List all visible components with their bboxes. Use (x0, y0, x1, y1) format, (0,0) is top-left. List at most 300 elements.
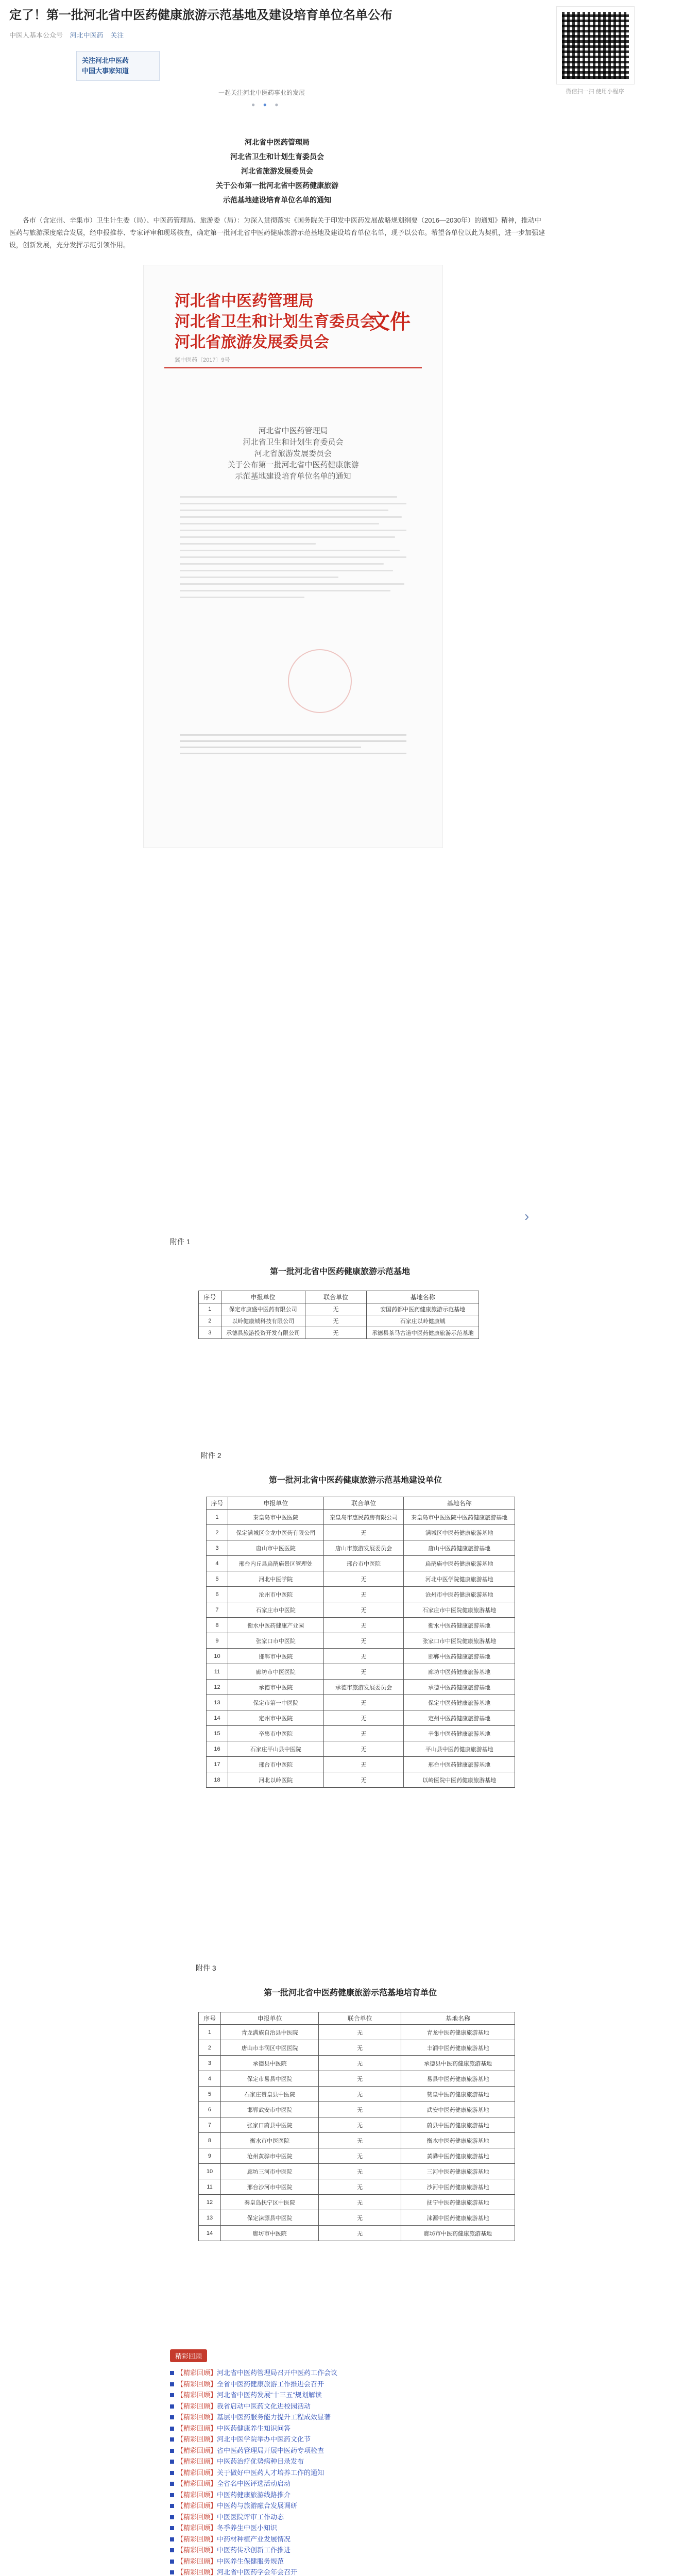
related-link[interactable] (170, 2556, 386, 2567)
table-row (207, 1587, 515, 1602)
cell: 10 (199, 2164, 221, 2179)
bullet-icon (170, 2471, 174, 2475)
related-title: 中医药健康旅游线路推介 (217, 2490, 291, 2499)
document-heading-line: 河北省卫生和计划生育委员会 (243, 437, 344, 447)
attachment-title: 第一批河北省中医药健康旅游示范基地 (269, 1267, 410, 1276)
cell: 保定市易县中医院 (220, 2071, 318, 2087)
cell: 13 (199, 2210, 221, 2226)
cell: 2 (199, 1315, 221, 1327)
cell: 蔚县中医药健康旅游基地 (401, 2117, 515, 2133)
column-header: 基地名称 (367, 1291, 479, 1303)
cell: 青龙中医药健康旅游基地 (401, 2025, 515, 2040)
cell: 12 (199, 2195, 221, 2210)
cell: 黄骅中医药健康旅游基地 (401, 2148, 515, 2164)
issuer-line: 河北省中医药管理局 (245, 138, 310, 146)
related-title: 全省中医药健康旅游工作推进会召开 (217, 2380, 325, 2388)
related-tag: 【精彩回顾】 (177, 2402, 217, 2410)
bullet-icon (170, 2526, 174, 2530)
bullet-icon (170, 2504, 174, 2508)
related-link[interactable] (170, 2545, 386, 2556)
cell: 12 (207, 1680, 228, 1695)
cell: 定州中医药健康旅游基地 (404, 1710, 515, 1726)
cell: 邯郸武安市中医院 (220, 2102, 318, 2117)
related-link[interactable] (170, 2423, 386, 2434)
related-link[interactable] (170, 2456, 386, 2467)
document-number: 冀中医药〔2017〕9号 (175, 357, 230, 363)
cell: 18 (207, 1772, 228, 1788)
related-tag: 【精彩回顾】 (177, 2391, 217, 2399)
cell: 廊坊中医药健康旅游基地 (404, 1664, 515, 1680)
bullet-icon (170, 2570, 174, 2574)
cell: 河北以岭医院 (228, 1772, 323, 1788)
cell: 辛集市中医院 (228, 1726, 323, 1741)
side-qr-caption: 微信扫一扫 使用小程序 (566, 89, 624, 95)
issuer-line: 河北省卫生和计划生育委员会 (230, 152, 324, 161)
cell: 1 (199, 2025, 221, 2040)
attachment1-table (198, 1291, 479, 1339)
table-row (207, 1556, 515, 1571)
cell: 三河中医药健康旅游基地 (401, 2164, 515, 2179)
logo-line2: 中国大事家知道 (82, 67, 129, 75)
table-row (199, 2226, 515, 2241)
cell: 以岭医院中医药健康旅游基地 (404, 1772, 515, 1788)
table-row (207, 1510, 515, 1525)
cell: 无 (323, 1695, 404, 1710)
cell: 保定中医药健康旅游基地 (404, 1695, 515, 1710)
related-list (170, 2367, 386, 2576)
related-title: 基层中医药服务能力提升工程成效显著 (217, 2413, 331, 2421)
related-title: 中医药传承创新工作推进 (217, 2546, 291, 2554)
cell: 无 (319, 2025, 401, 2040)
document-heading-line: 河北省中医药管理局 (258, 426, 328, 435)
related-link[interactable] (170, 2467, 386, 2479)
related-link[interactable] (170, 2500, 386, 2512)
cell: 7 (207, 1602, 228, 1618)
table-row (207, 1664, 515, 1680)
cell: 秦皇岛市惠民药房有限公司 (323, 1510, 404, 1525)
bullet-icon (170, 2427, 174, 2431)
cell: 无 (319, 2195, 401, 2210)
cell: 唐山市旅游发展委员会 (323, 1540, 404, 1556)
cell: 承德中医药健康旅游基地 (404, 1680, 515, 1695)
table-row (199, 2164, 515, 2179)
cell: 张家口市中医院健康旅游基地 (404, 1633, 515, 1649)
cell: 9 (199, 2148, 221, 2164)
cell: 邢台市中医院 (228, 1757, 323, 1772)
column-header: 基地名称 (401, 2012, 515, 2025)
document-issuer: 河北省卫生和计划生育委员会 (175, 313, 375, 331)
cell: 以岭健康城科技有限公司 (221, 1315, 305, 1327)
column-header: 联合单位 (305, 1291, 367, 1303)
related-tag: 【精彩回顾】 (177, 2535, 217, 2543)
cell: 8 (199, 2133, 221, 2148)
related-tag: 【精彩回顾】 (177, 2435, 217, 2443)
cell: 无 (323, 1571, 404, 1587)
bullet-icon (170, 2560, 174, 2564)
column-header: 基地名称 (404, 1497, 515, 1510)
account-link[interactable]: 河北中医药 (70, 31, 104, 39)
related-tag: 【精彩回顾】 (177, 2524, 217, 2532)
official-document-image[interactable] (143, 265, 443, 848)
table-row (199, 2087, 515, 2102)
carousel-dots[interactable] (251, 101, 545, 108)
table-row (207, 1757, 515, 1772)
related-tag: 【精彩回顾】 (177, 2513, 217, 2521)
related-link[interactable] (170, 2534, 386, 2545)
cell: 无 (319, 2117, 401, 2133)
cell: 无 (323, 1664, 404, 1680)
cell: 易县中医药健康旅游基地 (401, 2071, 515, 2087)
cell: 邯郸市中医院 (228, 1649, 323, 1664)
qr-code-icon (562, 12, 629, 79)
cell: 廊坊三河市中医院 (220, 2164, 318, 2179)
attachment-label: 附件 2 (201, 1451, 221, 1460)
cell: 5 (207, 1571, 228, 1587)
cell: 6 (199, 2102, 221, 2117)
related-link[interactable] (170, 2401, 386, 2412)
cell: 无 (323, 1587, 404, 1602)
bullet-icon (170, 2537, 174, 2541)
cell: 11 (207, 1664, 228, 1680)
cell: 10 (207, 1649, 228, 1664)
cell: 邢台市中医院 (323, 1556, 404, 1571)
cell: 无 (319, 2071, 401, 2087)
related-tag: 【精彩回顾】 (177, 2502, 217, 2510)
cell: 承德县中医院 (220, 2056, 318, 2071)
table-row (207, 1695, 515, 1710)
table-row (207, 1540, 515, 1556)
cell: 承德县茶马古道中医药健康旅游示范基地 (367, 1327, 479, 1339)
bullet-icon (170, 2548, 174, 2552)
table-row (199, 2056, 515, 2071)
bullet-icon (170, 2437, 174, 2442)
table-row (199, 2179, 515, 2195)
related-tag: 【精彩回顾】 (177, 2446, 217, 2454)
column-header: 序号 (199, 2012, 221, 2025)
related-link[interactable] (170, 2489, 386, 2501)
table-row (207, 1602, 515, 1618)
related-tag: 【精彩回顾】 (177, 2480, 217, 2487)
cell: 沙河中医药健康旅游基地 (401, 2179, 515, 2195)
bullet-icon (170, 2371, 174, 2375)
issuer-line: 河北省旅游发展委员会 (241, 167, 313, 175)
related-title: 河北省中医药管理局召开中医药工作会议 (217, 2369, 338, 2377)
cell: 7 (199, 2117, 221, 2133)
article-meta (9, 30, 545, 40)
attachment-title: 第一批河北省中医药健康旅游示范基地建设单位 (268, 1476, 442, 1485)
document-suffix: 文件 (369, 310, 411, 334)
cell: 平山县中医药健康旅游基地 (404, 1741, 515, 1757)
cell: 张家口蔚县中医院 (220, 2117, 318, 2133)
related-tag: 【精彩回顾】 (177, 2413, 217, 2421)
cell: 4 (199, 2071, 221, 2087)
cell: 14 (207, 1710, 228, 1726)
attachment-title: 第一批河北省中医药健康旅游示范基地培育单位 (263, 1989, 437, 1997)
related-link[interactable] (170, 2445, 386, 2456)
cell: 安国药都中医药健康旅游示范基地 (367, 1303, 479, 1315)
cell: 衡水中医药健康旅游基地 (404, 1618, 515, 1633)
related-title: 省中医药管理局开展中医药专项检查 (217, 2446, 325, 2454)
related-link[interactable] (170, 2522, 386, 2534)
related-title: 我省启动中医药文化进校园活动 (217, 2402, 311, 2410)
related-tag: 【精彩回顾】 (177, 2458, 217, 2465)
column-header: 申报单位 (220, 2012, 318, 2025)
related-title: 中医药治疗优势病种目录发布 (217, 2458, 304, 2465)
related-title: 中医医院评审工作动态 (217, 2513, 284, 2521)
cell: 无 (323, 1649, 404, 1664)
account-logo (76, 51, 160, 81)
cell: 廊坊市中医医院 (228, 1664, 323, 1680)
cell: 无 (323, 1618, 404, 1633)
column-header: 联合单位 (319, 2012, 401, 2025)
related-tag: 【精彩回顾】 (177, 2568, 217, 2576)
related-title: 中药材种植产业发展情况 (217, 2535, 291, 2543)
cell: 13 (207, 1695, 228, 1710)
cell: 9 (207, 1633, 228, 1649)
related-link[interactable] (170, 2567, 386, 2576)
cell: 保定市第一中医院 (228, 1695, 323, 1710)
table-row (199, 2102, 515, 2117)
table-row (199, 2117, 515, 2133)
cell: 无 (319, 2056, 401, 2071)
table-row (199, 2195, 515, 2210)
cell: 无 (323, 1772, 404, 1788)
related-tag: 【精彩回顾】 (177, 2380, 217, 2388)
related-title: 全省名中医评选活动启动 (217, 2480, 291, 2487)
related-link[interactable] (170, 2379, 386, 2390)
table-row (207, 1680, 515, 1695)
related-title: 河北中医学院举办中医药文化节 (217, 2435, 311, 2443)
cell: 无 (323, 1741, 404, 1757)
related-articles (170, 2349, 386, 2576)
cell: 保定涞源县中医院 (220, 2210, 318, 2226)
cell: 衡水中医药健康产业园 (228, 1618, 323, 1633)
cell: 武安中医药健康旅游基地 (401, 2102, 515, 2117)
carousel-dot[interactable]: ● (251, 101, 259, 108)
cell: 满城区中医药健康旅游基地 (404, 1525, 515, 1540)
cell: 3 (199, 2056, 221, 2071)
document-heading-line: 示范基地建设培育单位名单的通知 (235, 471, 351, 481)
cell: 邯郸中医药健康旅游基地 (404, 1649, 515, 1664)
document-heading-line: 关于公布第一批河北省中医药健康旅游 (227, 460, 359, 469)
table-row (207, 1525, 515, 1540)
bullet-icon (170, 2382, 174, 2386)
cell: 定州市中医院 (228, 1710, 323, 1726)
cell: 无 (305, 1327, 367, 1339)
logo-caption: 一起关注河北中医药事业的发展 (218, 89, 305, 96)
related-link[interactable] (170, 2412, 386, 2423)
cell: 邢台内丘县扁鹊庙景区管理处 (228, 1556, 323, 1571)
cell: 5 (199, 2087, 221, 2102)
notice-title-line: 示范基地建设培育单位名单的通知 (223, 196, 331, 204)
column-header: 申报单位 (228, 1497, 323, 1510)
cell: 保定满城区金龙中医药有限公司 (228, 1525, 323, 1540)
cell: 14 (199, 2226, 221, 2241)
cell: 抚宁中医药健康旅游基地 (401, 2195, 515, 2210)
bullet-icon (170, 2482, 174, 2486)
document-red-rule (164, 367, 422, 368)
cell: 承德市中医院 (228, 1680, 323, 1695)
bullet-icon (170, 2393, 174, 2397)
related-title: 关于做好中医药人才培养工作的通知 (217, 2468, 325, 2477)
related-tag: 【精彩回顾】 (177, 2468, 217, 2477)
document-issuer: 河北省旅游发展委员会 (175, 333, 329, 351)
cell: 无 (323, 1757, 404, 1772)
notice-title-line: 关于公布第一批河北省中医药健康旅游 (216, 181, 338, 190)
related-link[interactable] (170, 2367, 386, 2379)
cell: 无 (305, 1303, 367, 1315)
cell: 涞源中医药健康旅游基地 (401, 2210, 515, 2226)
table-row (207, 1649, 515, 1664)
article-title: 定了！第一批河北省中医药健康旅游示范基地及建设培育单位名单公布 (9, 8, 392, 22)
related-title: 中医药与旅游融合发展调研 (217, 2502, 298, 2510)
column-header: 申报单位 (221, 1291, 305, 1303)
cell: 廊坊市中医药健康旅游基地 (401, 2226, 515, 2241)
related-title: 中医药健康养生知识问答 (217, 2424, 291, 2432)
related-title: 河北省中医药学会年会召开 (217, 2568, 298, 2576)
cell: 无 (319, 2040, 401, 2056)
cell: 承德市旅游发展委员会 (323, 1680, 404, 1695)
document-seal (288, 649, 352, 713)
document-footer-lines (180, 734, 406, 759)
related-link[interactable] (170, 2512, 386, 2523)
cell: 3 (207, 1540, 228, 1556)
body-paragraph: 各市（含定州、辛集市）卫生计生委（局）、中医药管理局、旅游委（局）：为深入贯彻落实《国务院关于印发中医药发展战略规划纲要（2016—2030年）的通知》精神，推动中医药与旅游深度融合发展，经申报推荐、专家评审和现场核查，确定第一批河北省中医药健康旅游示范基地及建设培育单位名单，现予以公布。希望各单位以此为契机，进一步加强建设，创新发展，充分发挥示范引领作用。 (9, 216, 545, 249)
cell: 廊坊市中医院 (220, 2226, 318, 2241)
carousel-dot-active[interactable]: ● (263, 101, 270, 108)
cell: 沧州市中医药健康旅游基地 (404, 1587, 515, 1602)
table-row (199, 2040, 515, 2056)
cell: 石家庄市中医院 (228, 1602, 323, 1618)
document-issuer: 河北省中医药管理局 (175, 292, 314, 310)
cell: 无 (319, 2226, 401, 2241)
cell: 1 (207, 1510, 228, 1525)
bullet-icon (170, 2493, 174, 2497)
cell: 沧州市中医院 (228, 1587, 323, 1602)
cell: 1 (199, 1303, 221, 1315)
cell: 赞皇中医药健康旅游基地 (401, 2087, 515, 2102)
table-row (199, 2025, 515, 2040)
table-row (199, 2071, 515, 2087)
cell: 无 (305, 1315, 367, 1327)
cell: 衡水中医药健康旅游基地 (401, 2133, 515, 2148)
cell: 17 (207, 1757, 228, 1772)
table-row (207, 1772, 515, 1788)
table-row (207, 1633, 515, 1649)
cell: 无 (319, 2148, 401, 2164)
related-tag: 【精彩回顾】 (177, 2490, 217, 2499)
cell: 丰润中医药健康旅游基地 (401, 2040, 515, 2056)
related-tag: 【精彩回顾】 (177, 2369, 217, 2377)
related-title: 河北省中医药发展“十三五”规划解读 (217, 2391, 322, 2399)
cell: 青龙满族自治县中医院 (220, 2025, 318, 2040)
cell: 无 (319, 2210, 401, 2226)
table-row (207, 1710, 515, 1726)
related-link[interactable] (170, 2478, 386, 2489)
cell: 无 (319, 2087, 401, 2102)
cell: 河北中医学院 (228, 1571, 323, 1587)
cell: 无 (319, 2133, 401, 2148)
related-link[interactable] (170, 2389, 386, 2401)
follow-link[interactable]: 关注 (110, 31, 124, 39)
table-row (207, 1741, 515, 1757)
cell: 2 (199, 2040, 221, 2056)
related-tag: 【精彩回顾】 (177, 2424, 217, 2432)
cell: 15 (207, 1726, 228, 1741)
notice-heading (9, 135, 545, 207)
related-title: 中医养生保健服务规范 (217, 2557, 284, 2565)
related-link[interactable] (170, 2434, 386, 2445)
cell: 张家口市中医院 (228, 1633, 323, 1649)
column-header: 联合单位 (323, 1497, 404, 1510)
cell: 4 (207, 1556, 228, 1571)
table-row (207, 1726, 515, 1741)
cell: 扁鹊庙中医药健康旅游基地 (404, 1556, 515, 1571)
table-row (207, 1618, 515, 1633)
cell: 唐山市中医医院 (228, 1540, 323, 1556)
logo-line1: 关注河北中医药 (82, 57, 129, 64)
attachment-label: 附件 1 (170, 1238, 191, 1246)
table-row (199, 1327, 479, 1339)
cell: 无 (323, 1726, 404, 1741)
cell: 秦皇岛市中医医院中医药健康旅游基地 (404, 1510, 515, 1525)
article-source: 中医人基本公众号 (9, 31, 63, 39)
cell: 无 (323, 1525, 404, 1540)
cell: 承德县中医药健康旅游基地 (401, 2056, 515, 2071)
cell: 石家庄平山县中医院 (228, 1741, 323, 1757)
cell: 石家庄赞皇县中医院 (220, 2087, 318, 2102)
side-qr-code[interactable] (556, 6, 635, 84)
cell: 唐山中医药健康旅游基地 (404, 1540, 515, 1556)
cell: 辛集中医药健康旅游基地 (404, 1726, 515, 1741)
article-body (9, 6, 545, 848)
chevron-right-icon[interactable]: › (524, 1208, 530, 1224)
cell: 3 (199, 1327, 221, 1339)
attachment-label: 附件 3 (196, 1964, 216, 1972)
cell: 无 (323, 1710, 404, 1726)
table-row (207, 1571, 515, 1587)
column-header: 序号 (207, 1497, 228, 1510)
attachment2-table (206, 1497, 515, 1788)
document-heading-line: 河北省旅游发展委员会 (254, 449, 332, 458)
cell: 石家庄市中医院健康旅游基地 (404, 1602, 515, 1618)
bullet-icon (170, 2460, 174, 2464)
related-title: 冬季养生中医小知识 (217, 2524, 278, 2532)
cell: 11 (199, 2179, 221, 2195)
table-row (199, 2133, 515, 2148)
cell: 秦皇岛市中医医院 (228, 1510, 323, 1525)
bullet-icon (170, 2415, 174, 2419)
table-row (199, 1303, 479, 1315)
cell: 2 (207, 1525, 228, 1540)
cell: 保定市康盛中医药有限公司 (221, 1303, 305, 1315)
cell: 无 (323, 1602, 404, 1618)
cell: 无 (323, 1633, 404, 1649)
cell: 无 (319, 2164, 401, 2179)
document-body-lines (180, 496, 406, 603)
cell: 8 (207, 1618, 228, 1633)
cell: 石家庄以岭健康城 (367, 1315, 479, 1327)
related-heading: 精彩回顾 (170, 2349, 207, 2362)
cell: 邢台沙河市中医院 (220, 2179, 318, 2195)
cell: 唐山市丰润区中医医院 (220, 2040, 318, 2056)
related-tag: 【精彩回顾】 (177, 2546, 217, 2554)
related-tag: 【精彩回顾】 (177, 2557, 217, 2565)
cell: 无 (319, 2179, 401, 2195)
table-row (199, 2148, 515, 2164)
carousel-dot[interactable]: ● (275, 101, 282, 108)
document-heading (185, 425, 401, 482)
